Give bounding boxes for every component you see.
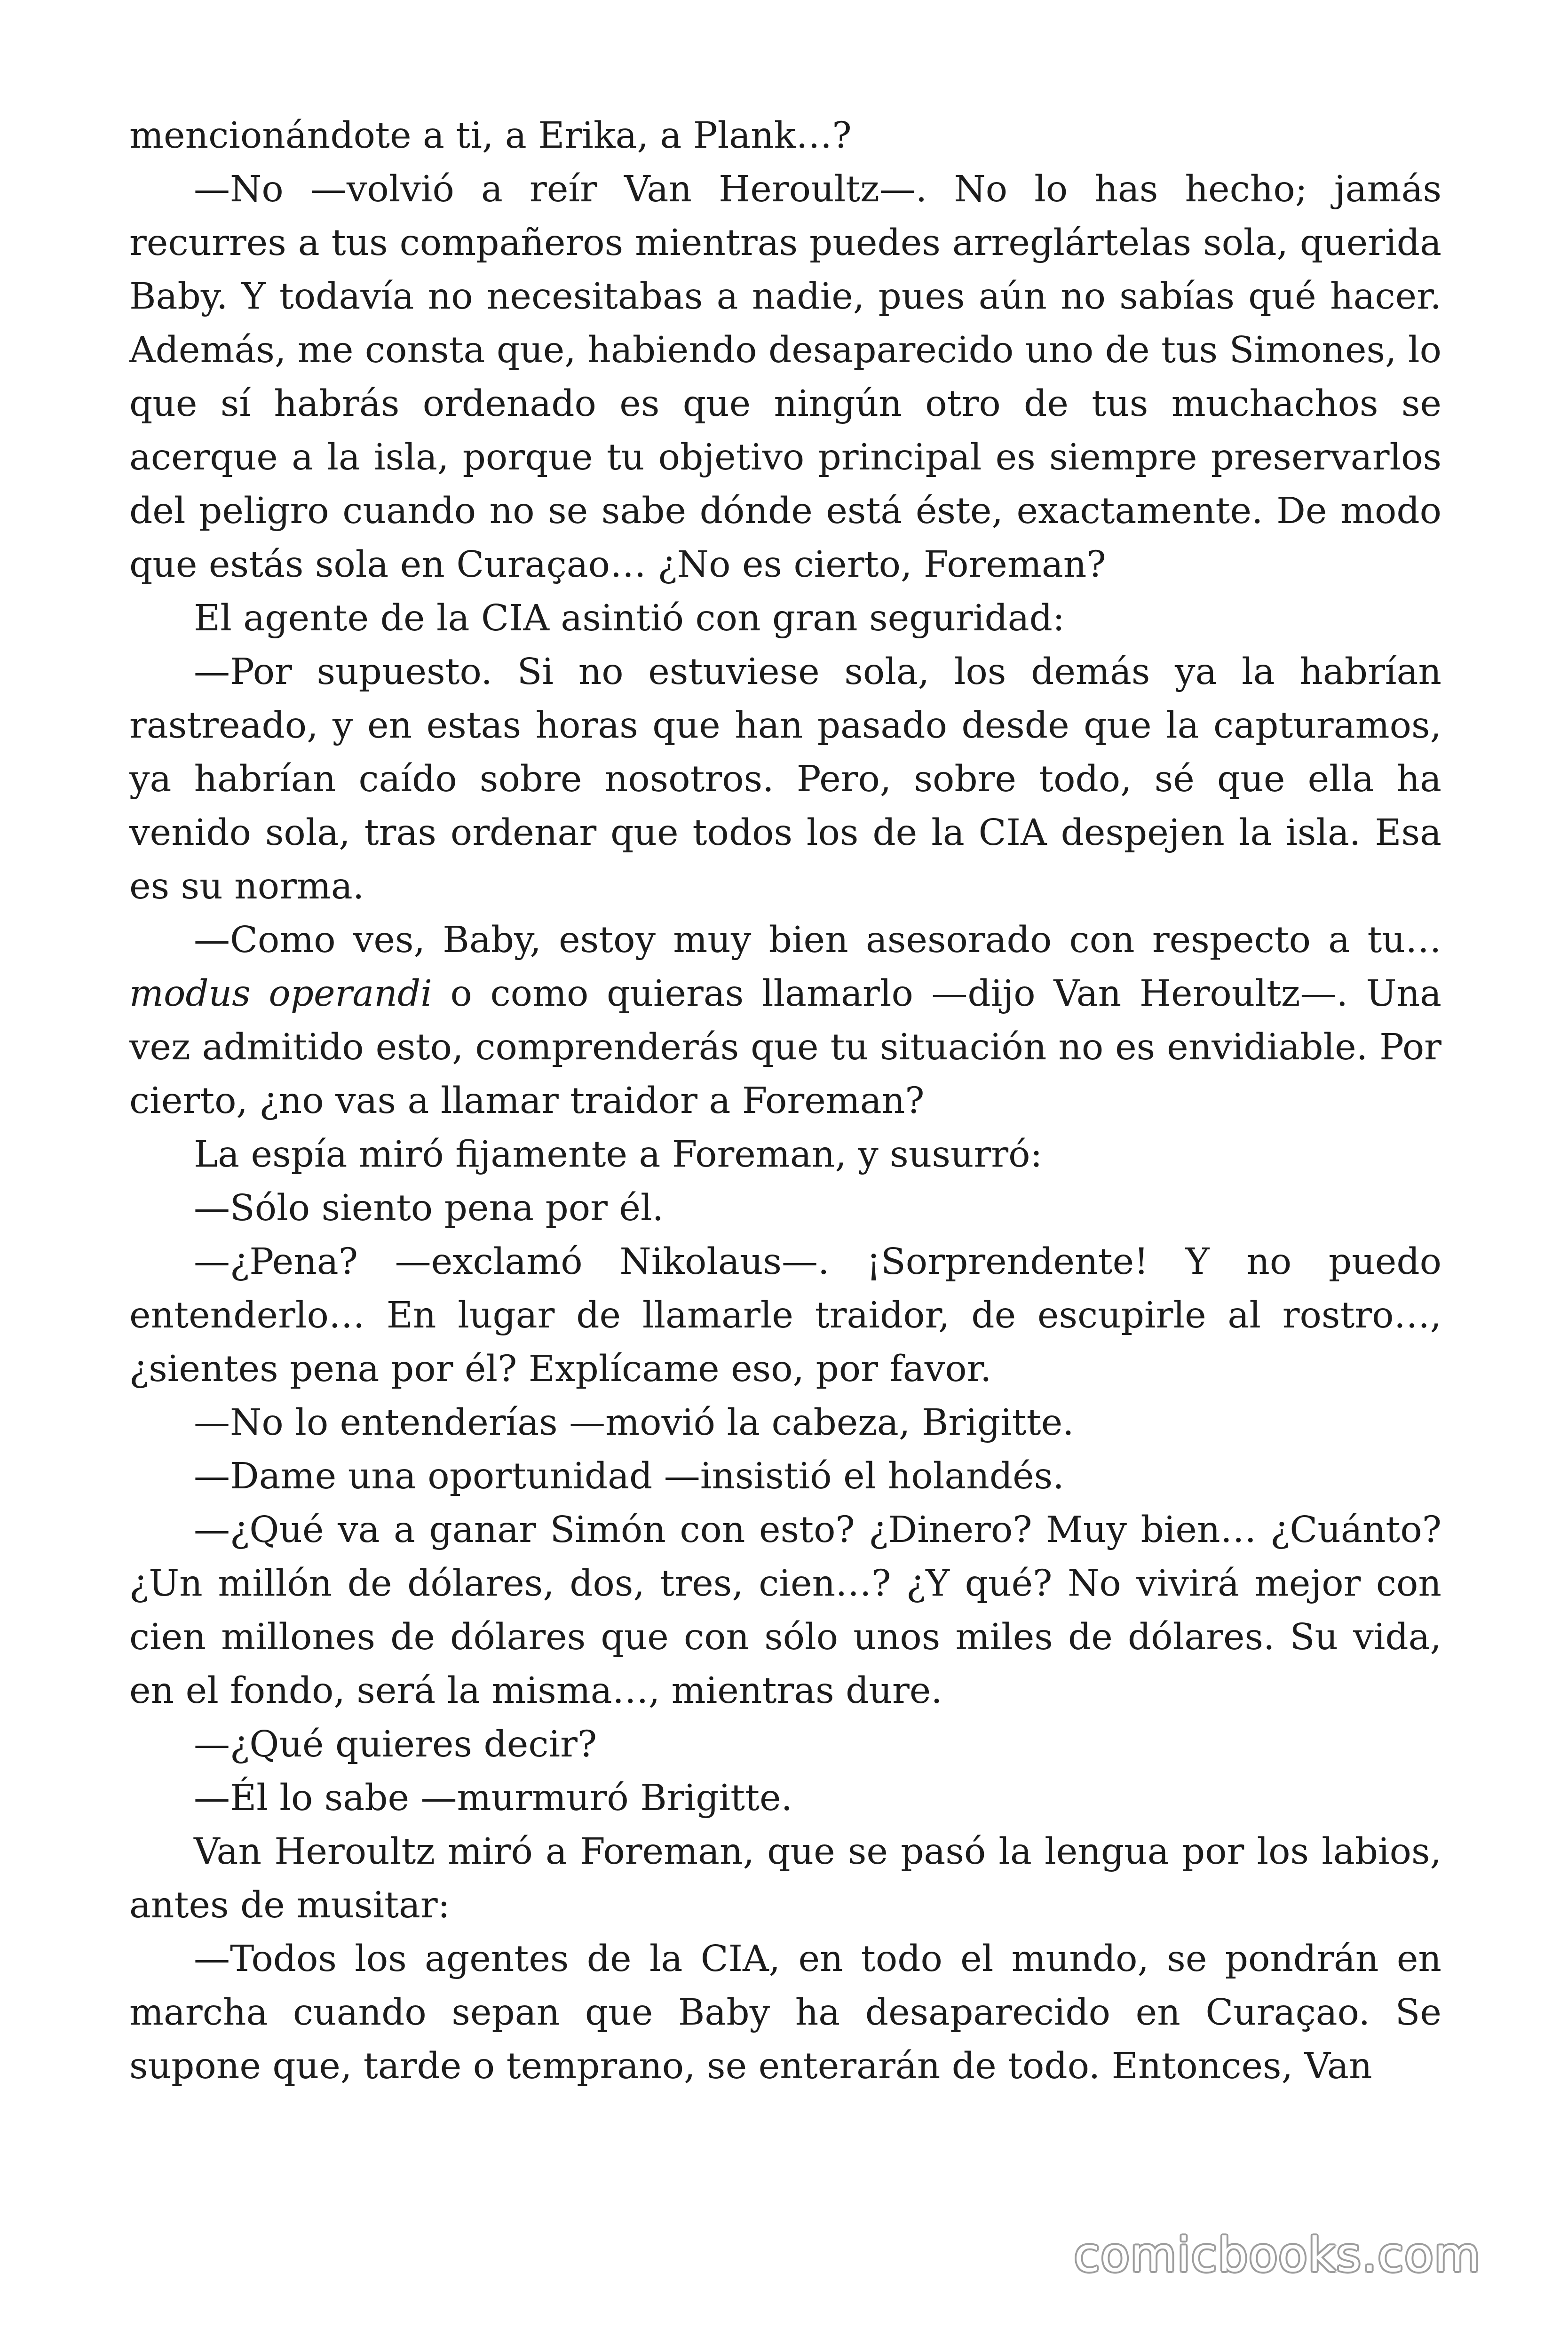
- watermark: comicbooks.com: [1074, 2227, 1481, 2282]
- paragraph-text: o como quieras llamarlo —dijo Van Heroultz—. Una vez admitido esto, comprenderás que tu situación no es envidiable. Por cierto, ¿no vas a llamar traidor a Foreman?: [129, 973, 1442, 1122]
- book-page: [129, 109, 1441, 2093]
- paragraph: La espía miró fijamente a Foreman, y susurró:: [194, 1134, 1043, 1176]
- paragraph: —Por supuesto. Si no estuviese sola, los demás ya la habrían rastreado, y en estas horas que han pasado desde que la capturamos, ya habrían caído sobre nosotros. Pero, sobre todo, sé que ella ha venido sola, tras ordenar que todos los de la CIA despejen la isla. Esa es su norma.: [129, 651, 1441, 907]
- italic-phrase: modus operandi: [129, 973, 432, 1015]
- paragraph: [129, 914, 1441, 1128]
- paragraph: —Sólo siento pena por él.: [194, 1187, 664, 1229]
- paragraph-text: —Como ves, Baby, estoy muy bien asesorado con respecto a tu…: [194, 919, 1441, 961]
- paragraph: —¿Qué va a ganar Simón con esto? ¿Dinero? Muy bien… ¿Cuánto? ¿Un millón de dólares, dos, tres, cien…? ¿Y qué? No vivirá mejor con cien millones de dólares que con sólo unos miles de dólares. Su vida, en el fondo, será la misma…, mientras dure.: [129, 1509, 1441, 1712]
- paragraph: —Dame una oportunidad —insistió el holandés.: [194, 1455, 1064, 1497]
- body-text: [129, 109, 1441, 2093]
- paragraph: —No —volvió a reír Van Heroultz—. No lo has hecho; jamás recurres a tus compañeros mientras puedes arreglártelas sola, querida Baby. Y todavía no necesitabas a nadie, pues aún no sabías qué hacer. Además, me consta que, habiendo desaparecido uno de tus Simones, lo que sí habrás ordenado es que ningún otro de tus muchachos se acerque a la isla, porque tu objetivo principal es siempre preservarlos del peligro cuando no se sabe dónde está éste, exactamente. De modo que estás sola en Curaçao… ¿No es cierto, Foreman?: [129, 168, 1441, 586]
- paragraph: mencionándote a ti, a Erika, a Plank…?: [129, 115, 852, 157]
- paragraph: —Él lo sabe —murmuró Brigitte.: [194, 1777, 793, 1819]
- paragraph: —Todos los agentes de la CIA, en todo el mundo, se pondrán en marcha cuando sepan que Baby ha desaparecido en Curaçao. Se supone que, tarde o temprano, se enterarán de todo. Entonces, Van: [129, 1938, 1441, 2087]
- paragraph: Van Heroultz miró a Foreman, que se pasó la lengua por los labios, antes de musitar:: [129, 1831, 1441, 1926]
- paragraph: El agente de la CIA asintió con gran seguridad:: [194, 597, 1065, 639]
- paragraph: —No lo entenderías —movió la cabeza, Brigitte.: [194, 1402, 1074, 1444]
- paragraph: —¿Pena? —exclamó Nikolaus—. ¡Sorprendente! Y no puedo entenderlo… En lugar de llamarle traidor, de escupirle al rostro…, ¿sientes pena por él? Explícame eso, por favor.: [129, 1241, 1441, 1390]
- paragraph: —¿Qué quieres decir?: [194, 1724, 597, 1765]
